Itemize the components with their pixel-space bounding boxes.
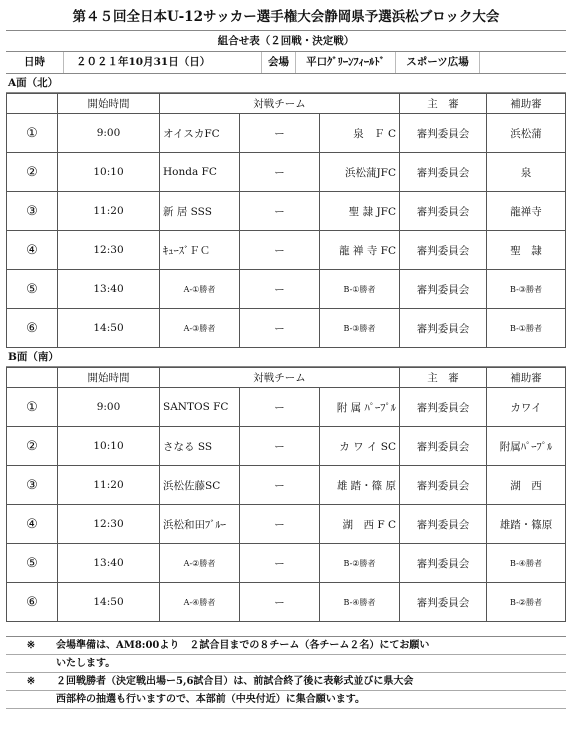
header-start-time: 開始時間	[58, 94, 160, 114]
note-mark	[6, 691, 56, 708]
section-b-table	[6, 367, 566, 622]
assistant-referee: 湖 西	[487, 466, 566, 505]
assistant-referee: B-④勝者	[487, 544, 566, 583]
game-number: ④	[7, 231, 58, 270]
table-row	[7, 114, 566, 153]
assistant-referee: 龍禅寺	[487, 192, 566, 231]
team-away: カ ワ イ SC	[320, 427, 400, 466]
assistant-referee: カワイ	[487, 388, 566, 427]
date-venue-row	[6, 52, 566, 74]
game-time: 13:40	[58, 544, 160, 583]
header-referee: 主 審	[400, 368, 487, 388]
table-header-row	[7, 368, 566, 388]
team-home: A-②勝者	[160, 544, 240, 583]
game-number: ④	[7, 505, 58, 544]
referee: 審判委員会	[400, 231, 487, 270]
game-number: ⑥	[7, 583, 58, 622]
game-time: 10:10	[58, 153, 160, 192]
game-number: ③	[7, 192, 58, 231]
team-home: 新 居 SSS	[160, 192, 240, 231]
note-text: 西部枠の抽選も行いますので、本部前（中央付近）に集合願います。	[56, 694, 365, 705]
game-time: 9:00	[58, 388, 160, 427]
team-home: SANTOS FC	[160, 388, 240, 427]
assistant-referee: 聖 隷	[487, 231, 566, 270]
note-text: ２回戦勝者（決定戦出場ー5,6試合目）は、前試合終了後に表彰式並びに県大会	[56, 676, 414, 687]
team-away: B-④勝者	[320, 583, 400, 622]
schedule-sheet	[6, 4, 566, 709]
team-away: B-③勝者	[320, 309, 400, 348]
team-away: 雄 踏・篠 原	[320, 466, 400, 505]
game-time: 14:50	[58, 309, 160, 348]
game-time: 10:10	[58, 427, 160, 466]
game-time: 14:50	[58, 583, 160, 622]
table-row	[7, 427, 566, 466]
team-away: 龍 禅 寺 FC	[320, 231, 400, 270]
assistant-referee: 浜松蒲	[487, 114, 566, 153]
versus-dash: ー	[240, 466, 320, 505]
referee: 審判委員会	[400, 114, 487, 153]
header-referee: 主 審	[400, 94, 487, 114]
game-time: 11:20	[58, 192, 160, 231]
note-line	[6, 691, 566, 709]
team-away: 聖 隷 JFC	[320, 192, 400, 231]
assistant-referee: B-①勝者	[487, 309, 566, 348]
versus-dash: ー	[240, 231, 320, 270]
note-text: 会場準備は、AM8:00より ２試合目までの８チーム（各チーム２名）にてお願い	[56, 640, 430, 651]
team-home: ｷｭｰｽﾞＦＣ	[160, 231, 240, 270]
team-away: B-①勝者	[320, 270, 400, 309]
team-home: A-①勝者	[160, 270, 240, 309]
game-number: ①	[7, 114, 58, 153]
note-mark: ※	[26, 640, 36, 651]
team-home: Honda FC	[160, 153, 240, 192]
note-mark	[6, 655, 56, 672]
referee: 審判委員会	[400, 192, 487, 231]
game-number: ②	[7, 153, 58, 192]
versus-dash: ー	[240, 544, 320, 583]
assistant-referee: 泉	[487, 153, 566, 192]
game-number: ①	[7, 388, 58, 427]
notes-block	[6, 637, 566, 709]
venue-sub: スポーツ広場	[396, 52, 480, 73]
team-home: A-③勝者	[160, 309, 240, 348]
page-subtitle: 組合せ表（２回戦・決定戦）	[6, 30, 566, 52]
game-number: ③	[7, 466, 58, 505]
assistant-referee: 雄踏・篠原	[487, 505, 566, 544]
date-label: 日時	[6, 52, 64, 73]
header-assistant: 補助審	[487, 94, 566, 114]
referee: 審判委員会	[400, 583, 487, 622]
header-start-time: 開始時間	[58, 368, 160, 388]
versus-dash: ー	[240, 114, 320, 153]
referee: 審判委員会	[400, 388, 487, 427]
team-away: B-②勝者	[320, 544, 400, 583]
referee: 審判委員会	[400, 153, 487, 192]
assistant-referee: 附属ﾊﾟｰﾌﾟﾙ	[487, 427, 566, 466]
game-time: 11:20	[58, 466, 160, 505]
page-title: 第４５回全日本U-12サッカー選手権大会静岡県予選浜松ブロック大会	[72, 9, 500, 25]
game-time: 12:30	[58, 231, 160, 270]
referee: 審判委員会	[400, 427, 487, 466]
table-row	[7, 153, 566, 192]
section-a-heading: A面（北）	[6, 74, 566, 93]
note-line	[6, 637, 566, 655]
table-row	[7, 583, 566, 622]
versus-dash: ー	[240, 427, 320, 466]
table-header-row	[7, 94, 566, 114]
team-home: さなる SS	[160, 427, 240, 466]
referee: 審判委員会	[400, 466, 487, 505]
versus-dash: ー	[240, 309, 320, 348]
date-value: ２０２１年10月31日（日）	[64, 52, 262, 73]
team-home: オイスカFC	[160, 114, 240, 153]
referee: 審判委員会	[400, 544, 487, 583]
note-mark: ※	[26, 676, 36, 687]
game-time: 13:40	[58, 270, 160, 309]
header-teams: 対戦チーム	[160, 94, 400, 114]
team-away: 湖 西 F C	[320, 505, 400, 544]
header-teams: 対戦チーム	[160, 368, 400, 388]
team-home: 浜松佐藤SC	[160, 466, 240, 505]
versus-dash: ー	[240, 388, 320, 427]
section-b-heading: B面（南）	[6, 348, 566, 367]
table-row	[7, 466, 566, 505]
header-assistant: 補助審	[487, 368, 566, 388]
game-time: 12:30	[58, 505, 160, 544]
versus-dash: ー	[240, 583, 320, 622]
game-time: 9:00	[58, 114, 160, 153]
game-number: ⑤	[7, 270, 58, 309]
team-home: 浜松和田ﾌﾞﾙｰ	[160, 505, 240, 544]
section-a-table	[6, 93, 566, 348]
table-row	[7, 544, 566, 583]
assistant-referee: B-③勝者	[487, 270, 566, 309]
game-number: ⑤	[7, 544, 58, 583]
game-number: ②	[7, 427, 58, 466]
referee: 審判委員会	[400, 505, 487, 544]
table-row	[7, 270, 566, 309]
team-home: A-④勝者	[160, 583, 240, 622]
venue-label: 会場	[262, 52, 296, 73]
table-row	[7, 309, 566, 348]
table-row	[7, 388, 566, 427]
note-line	[6, 655, 566, 673]
team-away: 附 属 ﾊﾟｰﾌﾟﾙ	[320, 388, 400, 427]
table-row	[7, 505, 566, 544]
note-line	[6, 673, 566, 691]
referee: 審判委員会	[400, 270, 487, 309]
team-away: 泉 Ｆ C	[320, 114, 400, 153]
game-number: ⑥	[7, 309, 58, 348]
versus-dash: ー	[240, 270, 320, 309]
referee: 審判委員会	[400, 309, 487, 348]
table-row	[7, 192, 566, 231]
versus-dash: ー	[240, 505, 320, 544]
venue-name: 平口ｸﾞﾘｰﾝﾌｨｰﾙﾄﾞ	[296, 52, 396, 73]
versus-dash: ー	[240, 192, 320, 231]
versus-dash: ー	[240, 153, 320, 192]
table-row	[7, 231, 566, 270]
team-away: 浜松蒲JFC	[320, 153, 400, 192]
assistant-referee: B-②勝者	[487, 583, 566, 622]
note-text: いたします。	[56, 658, 116, 669]
